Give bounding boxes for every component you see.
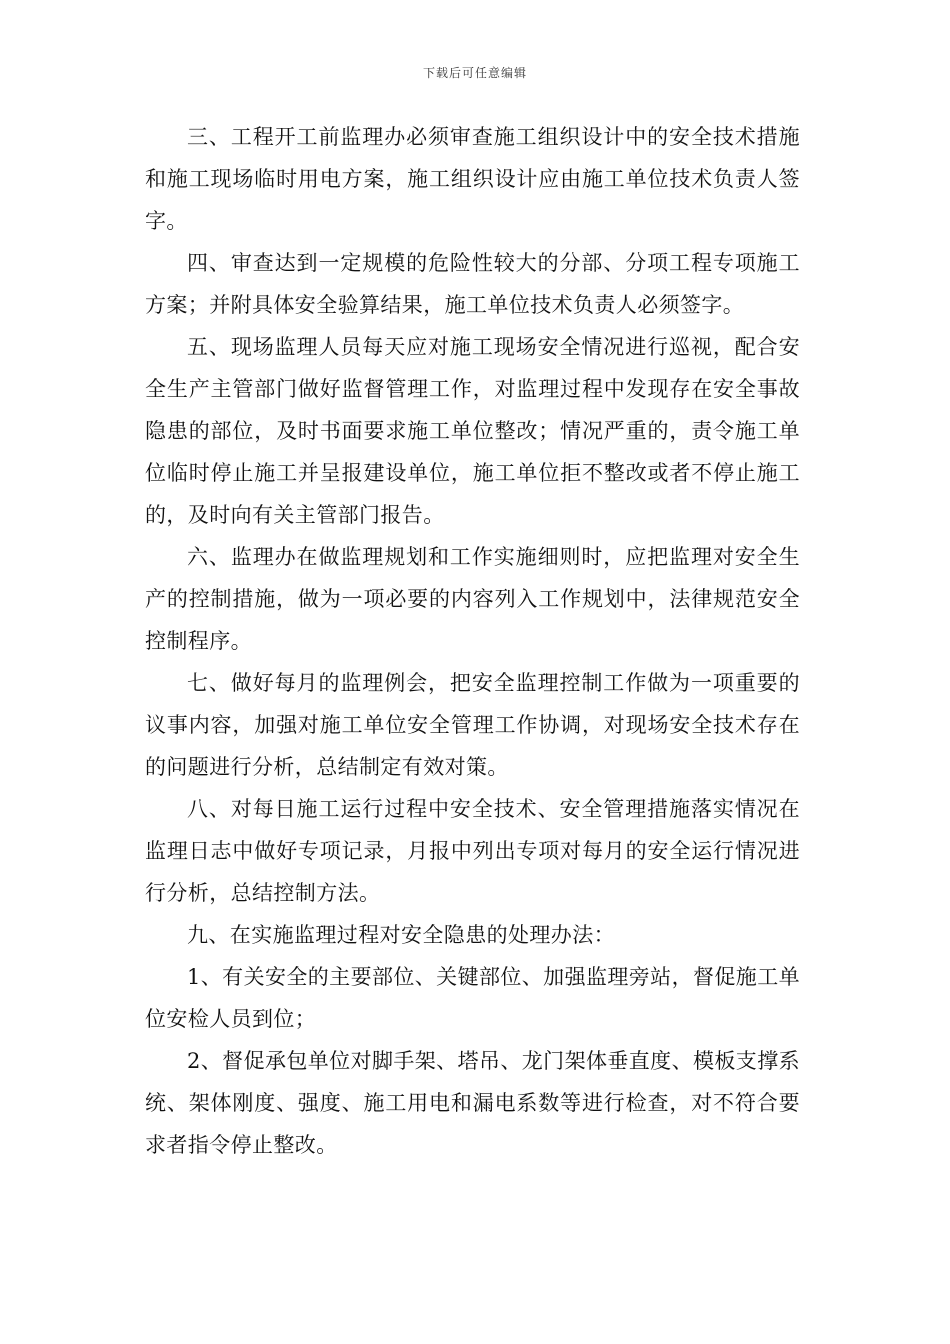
paragraph-9-item-2: 2、督促承包单位对脚手架、塔吊、龙门架体垂直度、模板支撑系统、架体刚度、强度、施工用电和漏电系数等进行检查，对不符合要求者指令停止整改。 <box>145 1049 800 1157</box>
paragraph-9-item-1: 1、有关安全的主要部位、关键部位、加强监理旁站，督促施工单位安检人员到位； <box>145 965 800 1031</box>
paragraph-4-dangerous-works-review: 四、审查达到一定规模的危险性较大的分部、分项工程专项施工方案；并附具体安全验算结果，施工单位技术负责人必须签字。 <box>145 251 800 317</box>
document-body <box>145 116 800 1166</box>
paragraph-8-daily-records: 八、对每日施工运行过程中安全技术、安全管理措施落实情况在监理日志中做好专项记录，月报中列出专项对每月的安全运行情况进行分析，总结控制方法。 <box>145 797 800 905</box>
paragraph-9-hazard-handling: 九、在实施监理过程对安全隐患的处理办法： <box>187 923 615 947</box>
paragraph-5-daily-inspection: 五、现场监理人员每天应对施工现场安全情况进行巡视，配合安全生产主管部门做好监督管理工作，对监理过程中发现存在安全事故隐患的部位，及时书面要求施工单位整改；情况严重的，责令施工单位临时停止施工并呈报建设单位，施工单位拒不整改或者不停止施工的，及时向有关主管部门报告。 <box>145 335 800 527</box>
paragraph-6-supervision-plan: 六、监理办在做监理规划和工作实施细则时，应把监理对安全生产的控制措施，做为一项必要的内容列入工作规划中，法律规范安全控制程序。 <box>145 545 800 653</box>
paragraph-3-construction-plan-review: 三、工程开工前监理办必须审查施工组织设计中的安全技术措施和施工现场临时用电方案，施工组织设计应由施工单位技术负责人签字。 <box>145 125 800 233</box>
page-header: 下载后可任意编辑 <box>422 66 527 80</box>
paragraph-7-monthly-meeting: 七、做好每月的监理例会，把安全监理控制工作做为一项重要的议事内容，加强对施工单位安全管理工作协调，对现场安全技术存在的问题进行分析，总结制定有效对策。 <box>145 671 800 779</box>
